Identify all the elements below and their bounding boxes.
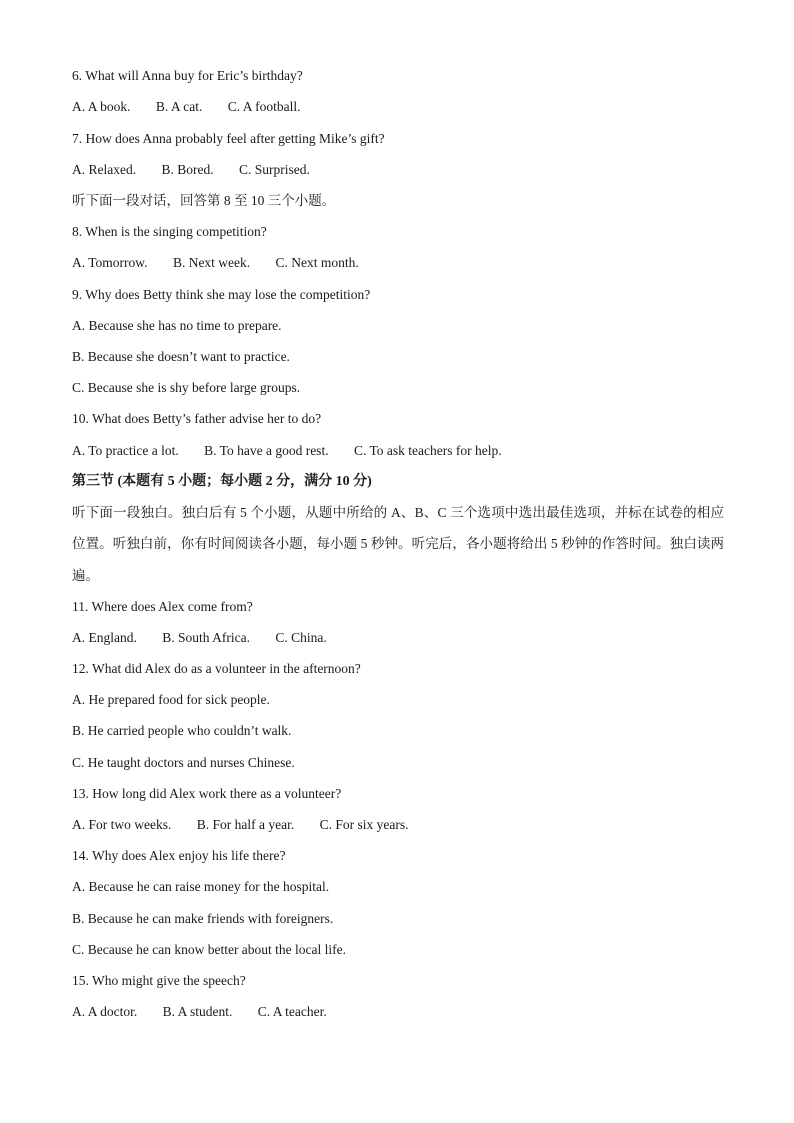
question-9-option-c: C. Because she is shy before large groups. xyxy=(72,380,301,395)
question-10-options xyxy=(72,442,502,460)
section-3-title: 第三节 (本题有 5 小题；每小题 2 分，满分 10 分) xyxy=(72,474,372,489)
question-7: 7. How does Anna probably feel after getting Mike’s gift? xyxy=(72,131,385,146)
option-c: C. Surprised. xyxy=(238,162,310,177)
question-13-options xyxy=(72,816,408,834)
instruction-8-10: 听下面一段对话，回答第 8 至 10 三个小题。 xyxy=(72,193,336,208)
question-12-option-c: C. He taught doctors and nurses Chinese. xyxy=(72,755,295,770)
option-b: B. South Africa. xyxy=(162,630,250,645)
question-8-options xyxy=(72,254,359,272)
option-a: A. England. xyxy=(72,630,137,645)
question-14: 14. Why does Alex enjoy his life there? xyxy=(72,848,286,863)
question-10: 10. What does Betty’s father advise her to do? xyxy=(72,411,322,426)
option-a: A. For two weeks. xyxy=(72,817,172,832)
question-6-options xyxy=(72,98,301,116)
question-12-option-b: B. He carried people who couldn’t walk. xyxy=(72,723,292,738)
option-b: B. Bored. xyxy=(161,162,214,177)
option-c: C. China. xyxy=(275,630,327,645)
question-6: 6. What will Anna buy for Eric’s birthday? xyxy=(72,68,303,83)
option-b: B. For half a year. xyxy=(196,817,295,832)
option-b: B. Next week. xyxy=(172,255,251,270)
option-c: C. A teacher. xyxy=(257,1004,327,1019)
option-c: C. Next month. xyxy=(275,255,359,270)
option-c: C. A football. xyxy=(227,99,301,114)
option-b: B. A cat. xyxy=(155,99,203,114)
question-15-options xyxy=(72,1003,327,1021)
option-a: A. A book. xyxy=(72,99,131,114)
question-9-option-b: B. Because she doesn’t want to practice. xyxy=(72,349,290,364)
question-9: 9. Why does Betty think she may lose the competition? xyxy=(72,287,371,302)
option-b: B. To have a good rest. xyxy=(204,443,329,458)
option-a: A. Relaxed. xyxy=(72,162,137,177)
question-12-option-a: A. He prepared food for sick people. xyxy=(72,692,270,707)
question-12: 12. What did Alex do as a volunteer in the afternoon? xyxy=(72,661,361,676)
question-11-options xyxy=(72,629,327,647)
option-b: B. A student. xyxy=(162,1004,233,1019)
question-9-option-a: A. Because she has no time to prepare. xyxy=(72,318,282,333)
question-14-option-a: A. Because he can raise money for the hospital. xyxy=(72,879,330,894)
option-a: A. To practice a lot. xyxy=(72,443,179,458)
question-14-option-c: C. Because he can know better about the local life. xyxy=(72,942,347,957)
question-8: 8. When is the singing competition? xyxy=(72,224,267,239)
question-7-options xyxy=(72,161,310,179)
option-c: C. For six years. xyxy=(319,817,409,832)
question-13: 13. How long did Alex work there as a volunteer? xyxy=(72,786,342,801)
section-3-instructions: 听下面一段独白。独白后有 5 个小题，从题中所给的 A、B、C 三个选项中选出最佳选项，并标在试卷的相应位置。听独白前，你有时间阅读各小题，每小题 5 秒钟。听完后，各小题将给出 5 秒钟的作答时间。独白读两遍。 xyxy=(72,505,724,583)
question-11: 11. Where does Alex come from? xyxy=(72,599,253,614)
question-14-option-b: B. Because he can make friends with foreigners. xyxy=(72,911,334,926)
option-a: A. Tomorrow. xyxy=(72,255,148,270)
option-c: C. To ask teachers for help. xyxy=(353,443,502,458)
question-15: 15. Who might give the speech? xyxy=(72,973,246,988)
option-a: A. A doctor. xyxy=(72,1004,138,1019)
